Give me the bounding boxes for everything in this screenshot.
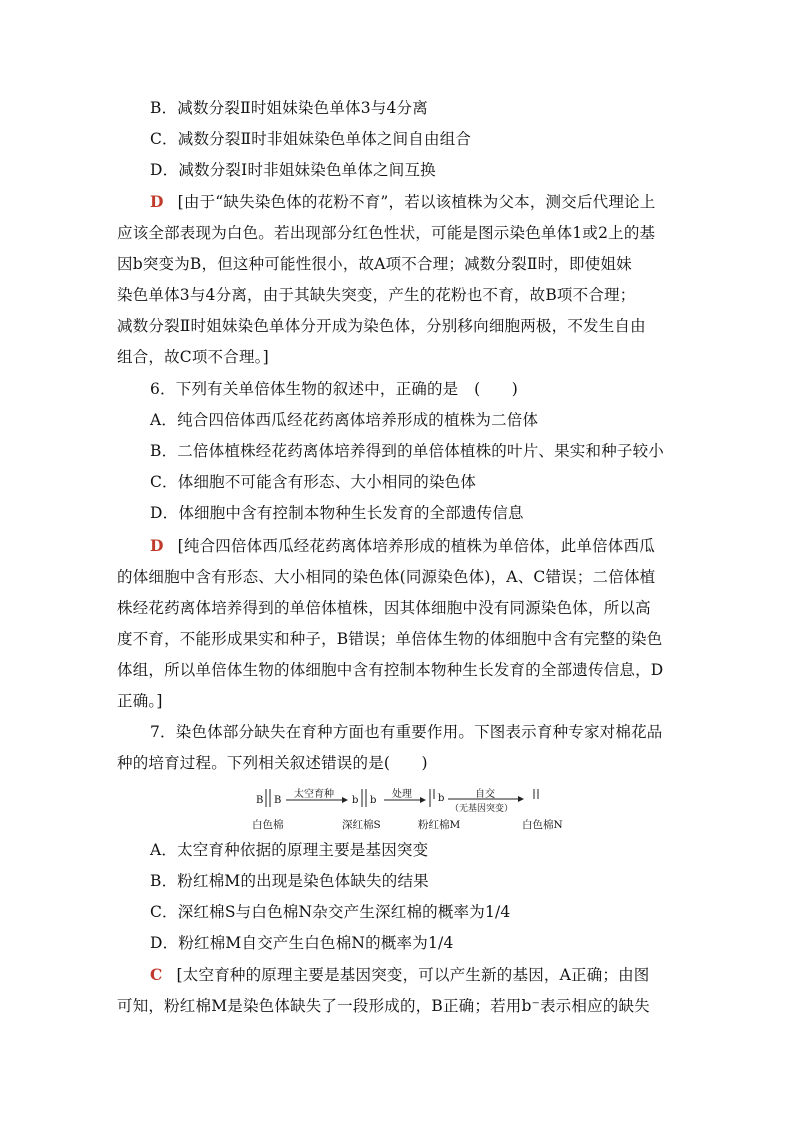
arrow-label: 处理 [392, 789, 412, 800]
q6-explanation-line: D [纯合四倍体西瓜经花药离体培养形成的植株为单倍体，此单倍体西瓜 [150, 536, 655, 555]
q6-explanation-line: 的体细胞中含有形态、大小相同的染色体(同源染色体)，A、C错误；二倍体植 [117, 568, 656, 586]
cotton-label: 白色棉 [252, 819, 284, 831]
arrow-label: 太空育种 [294, 789, 334, 800]
q6-option-c: C．体细胞不可能含有形态、大小相同的染色体 [150, 473, 477, 491]
cotton-label: 白色棉N [522, 819, 563, 831]
q7-option-d: D．粉红棉M自交产生白色棉N的概率为1/4 [150, 934, 454, 952]
q5-explanation-line: 染色单体3与4分离，由于其缺失突变，产生的花粉也不育，故B项不合理； [117, 286, 636, 304]
q6-stem: 6．下列有关单倍体生物的叙述中，正确的是 ( ) [150, 380, 518, 398]
gene-label: b [352, 795, 359, 806]
q6-answer: D [150, 536, 164, 555]
q6-explanation-line: 正确。] [117, 692, 163, 710]
breeding-diagram [250, 785, 580, 831]
q5-option-b: B．减数分裂Ⅱ时姐妹染色单体3与4分离 [150, 99, 428, 117]
q5-explanation-line: 减数分裂Ⅱ时姐妹染色单体分开成为染色体，分别移向细胞两极，不发生自由 [117, 317, 646, 335]
cotton-label: 深红棉S [342, 819, 381, 831]
q6-option-b: B．二倍体植株经花药离体培养得到的单倍体植株的叶片、果实和种子较小 [150, 442, 664, 460]
q7-option-a: A．太空育种依据的原理主要是基因突变 [150, 841, 429, 859]
q5-option-d: D．减数分裂Ⅰ时非姐妹染色单体之间互换 [150, 161, 436, 179]
q5-explanation-line: 因b突变为B，但这种可能性很小，故A项不合理；减数分裂Ⅱ时，即使姐妹 [117, 255, 632, 273]
q7-stem: 7．染色体部分缺失在育种方面也有重要作用。下图表示育种专家对棉花品 [150, 723, 663, 741]
gene-label: B [274, 795, 282, 806]
q5-explanation-line: D [由于“缺失染色体的花粉不育”，若以该植株为父本，测交后代理论上 [150, 192, 656, 211]
q7-stem: 种的培育过程。下列相关叙述错误的是( ) [117, 754, 428, 772]
arrow-label: 自交 [475, 789, 495, 800]
gene-label: B [256, 795, 264, 806]
q5-explanation-line: 组合，故C项不合理。] [117, 348, 269, 366]
q6-option-d: D．体细胞中含有控制本物种生长发育的全部遗传信息 [150, 504, 524, 522]
arrow-note: （无基因突变） [450, 804, 514, 814]
q5-option-c: C．减数分裂Ⅱ时非姐妹染色单体之间自由组合 [150, 130, 472, 148]
q6-explanation-line: 体组，所以单倍体生物的体细胞中含有控制本物种生长发育的全部遗传信息，D [117, 661, 664, 679]
q5-explanation-line: 应该全部表现为白色。若出现部分红色性状，可能是图示染色单体1或2上的基 [117, 224, 656, 242]
q7-option-b: B．粉红棉M的出现是染色体缺失的结果 [150, 872, 429, 890]
gene-label: b [370, 795, 377, 806]
q6-explanation-line: 度不育，不能形成果实和种子，B错误；单倍体生物的体细胞中含有完整的染色 [117, 630, 663, 648]
q5-answer: D [150, 192, 164, 211]
q6-option-a: A．纯合四倍体西瓜经花药离体培养形成的植株为二倍体 [150, 411, 539, 429]
q6-explanation-line: 株经花药离体培养得到的单倍体植株，因其体细胞中没有同源染色体，所以高 [117, 599, 651, 617]
q7-explanation-line: 可知，粉红棉M是染色体缺失了一段形成的，B正确；若用b⁻表示相应的缺失 [117, 997, 650, 1015]
q7-explanation-line: C [太空育种的原理主要是基因突变，可以产生新的基因，A正确；由图 [150, 965, 650, 984]
cotton-label: 粉红棉M [418, 819, 461, 831]
q7-option-c: C．深红棉S与白色棉N杂交产生深红棉的概率为1/4 [150, 903, 511, 921]
q7-answer: C [150, 965, 163, 984]
gene-label: b [438, 793, 445, 804]
